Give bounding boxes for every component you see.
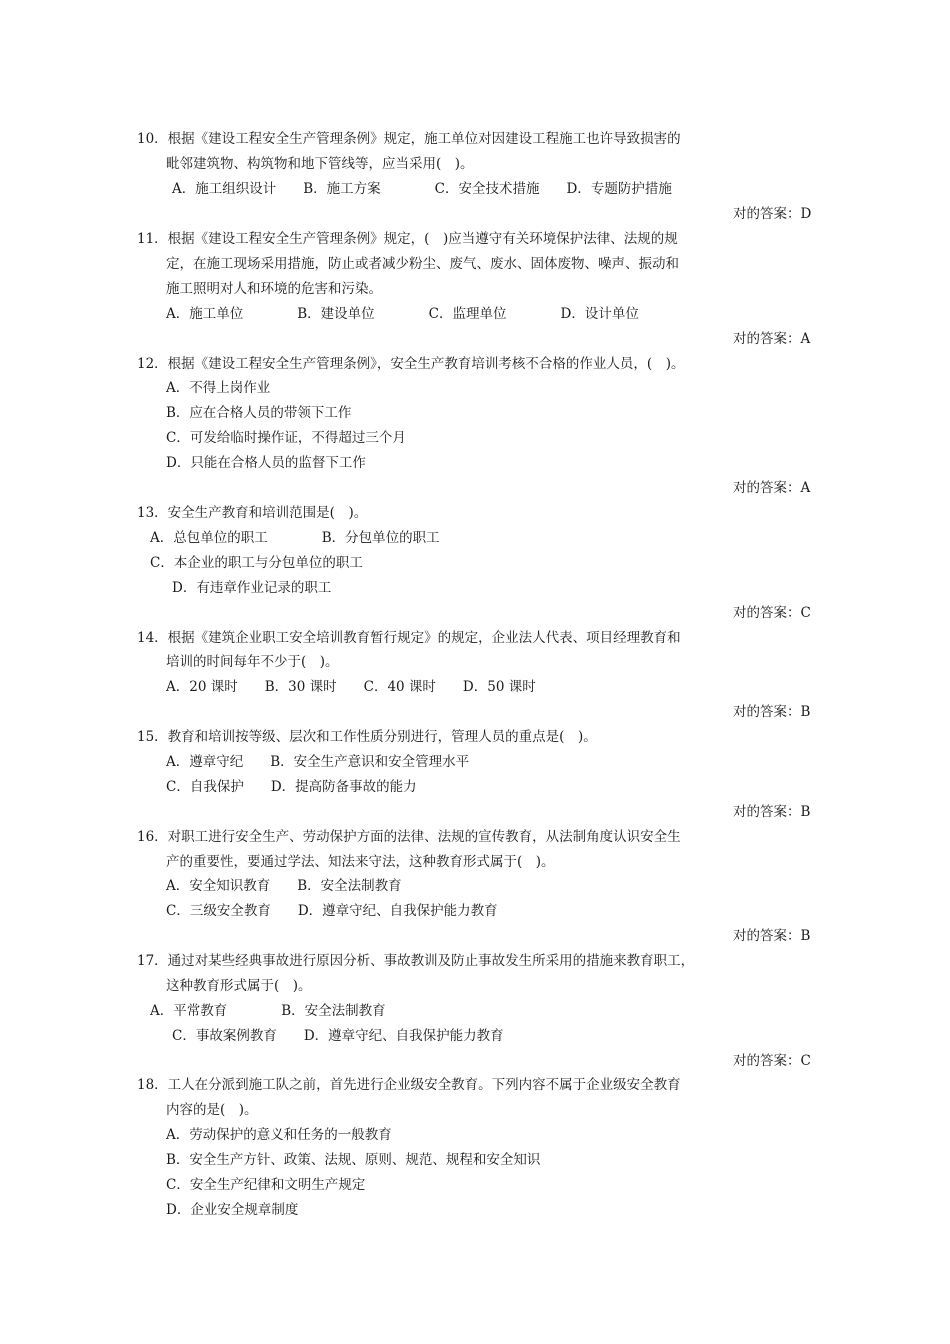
- question-line: 产的重要性，要通过学法、知法来守法，这种教育形式属于( )。: [166, 854, 555, 870]
- question-stem: 12．根据《建设工程安全生产管理条例》，安全生产教育培训考核不合格的作业人员，( )。: [137, 356, 685, 372]
- question-line: 毗邻建筑物、构筑物和地下管线等，应当采用( )。: [166, 156, 474, 172]
- question-line: A．遵章守纪 B．安全生产意识和安全管理水平: [166, 754, 470, 770]
- correct-answer: 对的答案：C: [733, 605, 811, 621]
- question-line: D．企业安全规章制度: [166, 1202, 299, 1218]
- correct-answer: 对的答案：B: [733, 704, 811, 720]
- correct-answer: 对的答案：B: [733, 804, 811, 820]
- correct-answer: 对的答案：A: [733, 480, 811, 496]
- question-line: D．只能在合格人员的监督下工作: [166, 455, 366, 471]
- question-line: C．事故案例教育 D．遵章守纪、自我保护能力教育: [172, 1028, 504, 1044]
- question-line: C．三级安全教育 D．遵章守纪、自我保护能力教育: [166, 903, 498, 919]
- question-line: B．应在合格人员的带领下工作: [166, 405, 352, 421]
- question-stem: 10．根据《建设工程安全生产管理条例》规定，施工单位对因建设工程施工也许导致损害的: [137, 131, 681, 147]
- question-line: C．可发给临时操作证，不得超过三个月: [166, 430, 406, 446]
- correct-answer: 对的答案：D: [733, 206, 812, 222]
- question-line: A．总包单位的职工 B．分包单位的职工: [150, 530, 440, 546]
- correct-answer: 对的答案：A: [733, 331, 811, 347]
- question-line: B．安全生产方针、政策、法规、原则、规范、规程和安全知识: [166, 1152, 541, 1168]
- question-line: A．平常教育 B．安全法制教育: [150, 1003, 386, 1019]
- question-line: 培训的时间每年不少于( )。: [166, 654, 339, 670]
- question-line: C．自我保护 D．提高防备事故的能力: [166, 779, 417, 795]
- correct-answer: 对的答案：B: [733, 928, 811, 944]
- question-stem: 15．教育和培训按等级、层次和工作性质分别进行，管理人员的重点是( )。: [137, 729, 597, 745]
- question-line: A．不得上岗作业: [166, 380, 271, 396]
- question-line: A．安全知识教育 B．安全法制教育: [166, 878, 402, 894]
- question-line: A．20 课时 B．30 课时 C．40 课时 D．50 课时: [166, 679, 536, 695]
- question-stem: 18．工人在分派到施工队之前，首先进行企业级安全教育。下列内容不属于企业级安全教育: [137, 1077, 681, 1093]
- question-stem: 14．根据《建筑企业职工安全培训教育暂行规定》的规定，企业法人代表、项目经理教育和: [137, 630, 681, 646]
- question-line: D．有违章作业记录的职工: [172, 580, 332, 596]
- question-line: 定，在施工现场采用措施，防止或者减少粉尘、废气、废水、固体废物、噪声、振动和: [166, 256, 679, 272]
- question-line: 这种教育形式属于( )。: [166, 978, 312, 994]
- question-line: A．施工单位 B．建设单位 C．监理单位 D．设计单位: [166, 306, 639, 322]
- question-line: A．劳动保护的意义和任务的一般教育: [166, 1127, 392, 1143]
- question-stem: 17．通过对某些经典事故进行原因分析、事故教训及防止事故发生所采用的措施来教育职工，: [137, 953, 695, 969]
- question-line: C．安全生产纪律和文明生产规定: [166, 1177, 366, 1193]
- question-stem: 11．根据《建设工程安全生产管理条例》规定，( )应当遵守有关环境保护法律、法规的规: [137, 231, 678, 247]
- question-line: C．本企业的职工与分包单位的职工: [150, 555, 363, 571]
- question-line: 施工照明对人和环境的危害和污染。: [166, 281, 382, 297]
- question-stem: 16．对职工进行安全生产、劳动保护方面的法律、法规的宣传教育，从法制角度认识安全生: [137, 829, 681, 845]
- question-stem: 13．安全生产教育和培训范围是( )。: [137, 505, 368, 521]
- question-line: A．施工组织设计 B．施工方案 C．安全技术措施 D．专题防护措施: [172, 181, 672, 197]
- question-line: 内容的是( )。: [166, 1102, 258, 1118]
- correct-answer: 对的答案：C: [733, 1053, 811, 1069]
